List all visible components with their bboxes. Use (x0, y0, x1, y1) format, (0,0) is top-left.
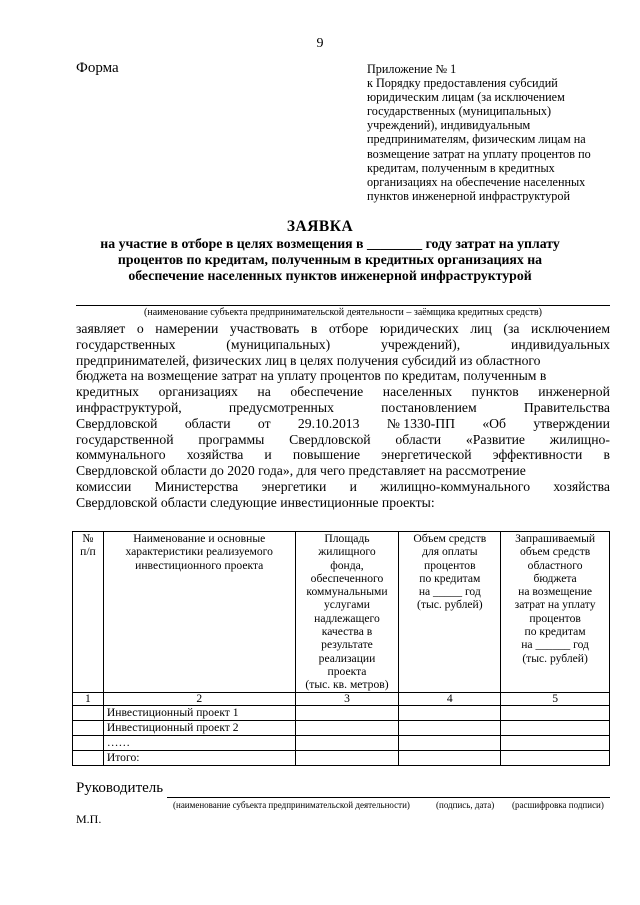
header-line: Наименование и основные (133, 532, 266, 545)
column-number: 4 (399, 692, 501, 705)
body-word: в (603, 447, 610, 463)
body-word: о (136, 321, 144, 336)
subtitle-line: обеспечение населенных пунктов инженерной инфраструктурой (128, 268, 532, 283)
body-word: Правительства (523, 399, 610, 415)
header-line: качества в (321, 625, 373, 639)
table-cell[interactable] (399, 735, 501, 750)
appendix-line: к Порядку предоставления субсидий (367, 76, 558, 91)
header-line: Объем средств (413, 532, 487, 545)
body-word: постановлением (381, 399, 477, 415)
header-line: областного (527, 558, 583, 572)
project-name-cell: …… (103, 735, 295, 750)
body-line (76, 384, 610, 400)
body-word: государственной (76, 431, 174, 447)
body-line (76, 416, 610, 432)
table-cell[interactable] (295, 705, 399, 720)
header-line: надлежащего (314, 611, 380, 625)
body-word: юридических (379, 321, 459, 336)
appendix-line: государственных (муниципальных) (367, 104, 552, 119)
body-line: предпринимателей, физических лиц в целях получения субсидий из областного (76, 352, 541, 368)
body-word: Министерства (154, 478, 239, 494)
appendix-line: кредитам, полученным в кредитных (367, 160, 555, 175)
body-word: исключением (531, 321, 610, 336)
body-word: хозяйства (186, 447, 244, 463)
header-line: Площадь (324, 532, 370, 545)
header-line: процентов (529, 611, 581, 625)
body-word: индивидуальных (511, 336, 610, 352)
header-line: на ______ год (521, 638, 589, 652)
subtitle-line: на участие в отборе в целях возмещения в ________ году затрат на уплату (100, 236, 560, 251)
body-word: участвовать (229, 321, 300, 336)
entity-caption: (наименование субъекта предпринимательской деятельности – заёмщика кредитных средств) (144, 307, 542, 318)
table-cell[interactable] (501, 750, 610, 765)
body-word: заявляет (76, 321, 126, 336)
body-word: в (310, 321, 318, 336)
header-cell-housing-area (295, 532, 399, 693)
body-word: кредитных (76, 384, 140, 400)
appendix-block (367, 62, 617, 203)
body-word: намерении (155, 321, 219, 336)
body-word: области (395, 431, 442, 447)
header-line: по кредитам (524, 625, 586, 639)
projects-table (72, 531, 610, 766)
header-line: услугами (324, 598, 370, 612)
header-line: объем средств (519, 545, 591, 559)
body-line: бюджета на возмещение затрат на уплату процентов по кредитам, полученным в (76, 368, 547, 384)
body-word: эффективности (492, 447, 583, 463)
body-word: «Развитие (465, 431, 525, 447)
body-word: (за (503, 321, 520, 336)
body-word: «Об (482, 415, 507, 431)
appendix-line: юридическим лицам (за исключением (367, 90, 565, 105)
table-cell[interactable] (399, 705, 501, 720)
total-label-cell: Итого: (103, 750, 295, 765)
header-line: Запрашиваемый (515, 532, 596, 545)
header-line: № (82, 532, 94, 545)
body-word: жилищно-коммунального (380, 478, 531, 494)
table-cell[interactable] (73, 720, 104, 735)
form-label: Форма (76, 60, 119, 76)
body-line: Свердловской области до 2020 года», для чего представляет на рассмотрение (76, 463, 526, 479)
body-line (76, 321, 610, 337)
header-line: (тыс. рублей) (522, 651, 588, 665)
appendix-line: учреждений), индивидуальным (367, 118, 531, 133)
caption-signature: (подпись, дата) (436, 800, 495, 810)
body-word: № 1330-ПП (386, 415, 455, 431)
header-line: обеспеченного (310, 571, 384, 585)
header-line: по кредитам (419, 571, 481, 585)
body-word: Свердловской (76, 415, 158, 431)
body-word: пунктов (471, 384, 519, 400)
header-line: реализации (318, 651, 376, 665)
body-word: и (349, 478, 357, 494)
table-cell[interactable] (73, 735, 104, 750)
stamp-place: М.П. (76, 812, 102, 826)
table-cell[interactable] (399, 720, 501, 735)
header-cell-project-name (103, 532, 295, 693)
head-label: Руководитель (76, 780, 164, 796)
header-line: (тыс. кв. метров) (305, 678, 389, 692)
appendix-line: предпринимателям, физическим лицам на (367, 132, 586, 147)
body-word: 29.10.2013 (297, 415, 360, 431)
project-name-cell: Инвестиционный проект 1 (103, 705, 295, 720)
header-cell-number (73, 532, 104, 693)
table-cell[interactable] (399, 750, 501, 765)
body-line (76, 479, 610, 495)
header-line: п/п (80, 545, 96, 559)
body-word: утверждении (533, 415, 610, 431)
body-word: на (257, 384, 271, 400)
header-line: для оплаты (422, 545, 478, 559)
body-word: инфраструктурой, (76, 399, 182, 415)
body-word: энергетической (381, 447, 472, 463)
header-line: на возмещение (518, 585, 593, 599)
table-cell[interactable] (295, 750, 399, 765)
header-line: характеристики реализуемого (125, 545, 273, 559)
document-title: ЗАЯВКА (286, 218, 354, 235)
body-line (76, 337, 610, 353)
header-cell-interest-funds (399, 532, 501, 693)
column-number: 2 (103, 692, 295, 705)
table-cell[interactable] (73, 705, 104, 720)
entity-name-line (76, 305, 610, 306)
body-word: отборе (328, 321, 369, 336)
header-line: (тыс. рублей) (417, 598, 483, 612)
table-cell[interactable] (501, 720, 610, 735)
body-word: и (264, 447, 272, 463)
body-word: инженерной (538, 384, 610, 400)
body-line (76, 432, 610, 448)
caption-entity: (наименование субъекта предпринимательской деятельности) (173, 800, 410, 810)
body-word: организациях (158, 384, 238, 400)
body-word: Свердловской (289, 431, 371, 447)
body-word: хозяйства (553, 478, 610, 494)
table-cell[interactable] (501, 705, 610, 720)
header-line: инвестиционного проекта (135, 558, 264, 572)
column-number: 5 (501, 692, 610, 705)
table-cell[interactable] (295, 720, 399, 735)
caption-decoding: (расшифровка подписи) (512, 800, 604, 810)
body-word: учреждений), (381, 336, 461, 352)
body-word: населенных (382, 384, 453, 400)
application-body (76, 321, 610, 511)
body-word: коммунального (76, 447, 166, 463)
header-line: на _____ год (418, 585, 481, 599)
body-word: от (257, 415, 271, 431)
header-line: бюджета (533, 571, 577, 585)
table-row (73, 720, 610, 735)
body-line (76, 447, 610, 463)
body-word: программы (198, 431, 265, 447)
body-word: жилищно- (549, 431, 610, 447)
body-word: государственных (76, 336, 176, 352)
column-number: 1 (73, 692, 104, 705)
body-word: лиц (470, 321, 492, 336)
body-word: комиссии (76, 478, 132, 494)
body-line (76, 400, 610, 416)
table-cell[interactable] (295, 735, 399, 750)
table-row (73, 750, 610, 765)
header-line: жилищного (318, 545, 376, 559)
appendix-line: организациях на обеспечение населенных (367, 174, 586, 189)
subtitle-line: процентов по кредитам, полученным в кредитных организациях на (117, 252, 543, 267)
table-row (73, 735, 610, 750)
table-cell[interactable] (73, 750, 104, 765)
project-name-cell: Инвестиционный проект 2 (103, 720, 295, 735)
header-line: результате (321, 638, 373, 652)
appendix-line: возмещение затрат на уплату процентов по (367, 146, 591, 161)
body-word: предусмотренных (228, 399, 334, 415)
column-number: 3 (295, 692, 399, 705)
signature-line[interactable] (167, 797, 610, 798)
table-cell[interactable] (501, 735, 610, 750)
document-subtitle (60, 236, 600, 284)
appendix-line: пунктов инженерной инфраструктурой (367, 188, 570, 203)
header-line: коммунальными (306, 585, 388, 599)
body-word: области (184, 415, 231, 431)
column-number-row (73, 692, 610, 705)
header-line: процентов (424, 558, 476, 572)
header-line: затрат на уплату (514, 598, 596, 612)
header-cell-requested-subsidy (501, 532, 610, 693)
body-word: энергетики (261, 478, 327, 494)
table-header-row (73, 532, 610, 693)
table-row (73, 705, 610, 720)
body-word: повышение (292, 447, 361, 463)
body-word: (муниципальных) (226, 336, 331, 352)
page-number: 9 (316, 36, 324, 51)
body-word: обеспечение (290, 384, 364, 400)
header-line: фонда, (330, 558, 364, 572)
header-line: проекта (327, 664, 367, 678)
body-line: Свердловской области следующие инвестиционные проекты: (76, 494, 435, 510)
appendix-line: Приложение № 1 (367, 62, 457, 76)
